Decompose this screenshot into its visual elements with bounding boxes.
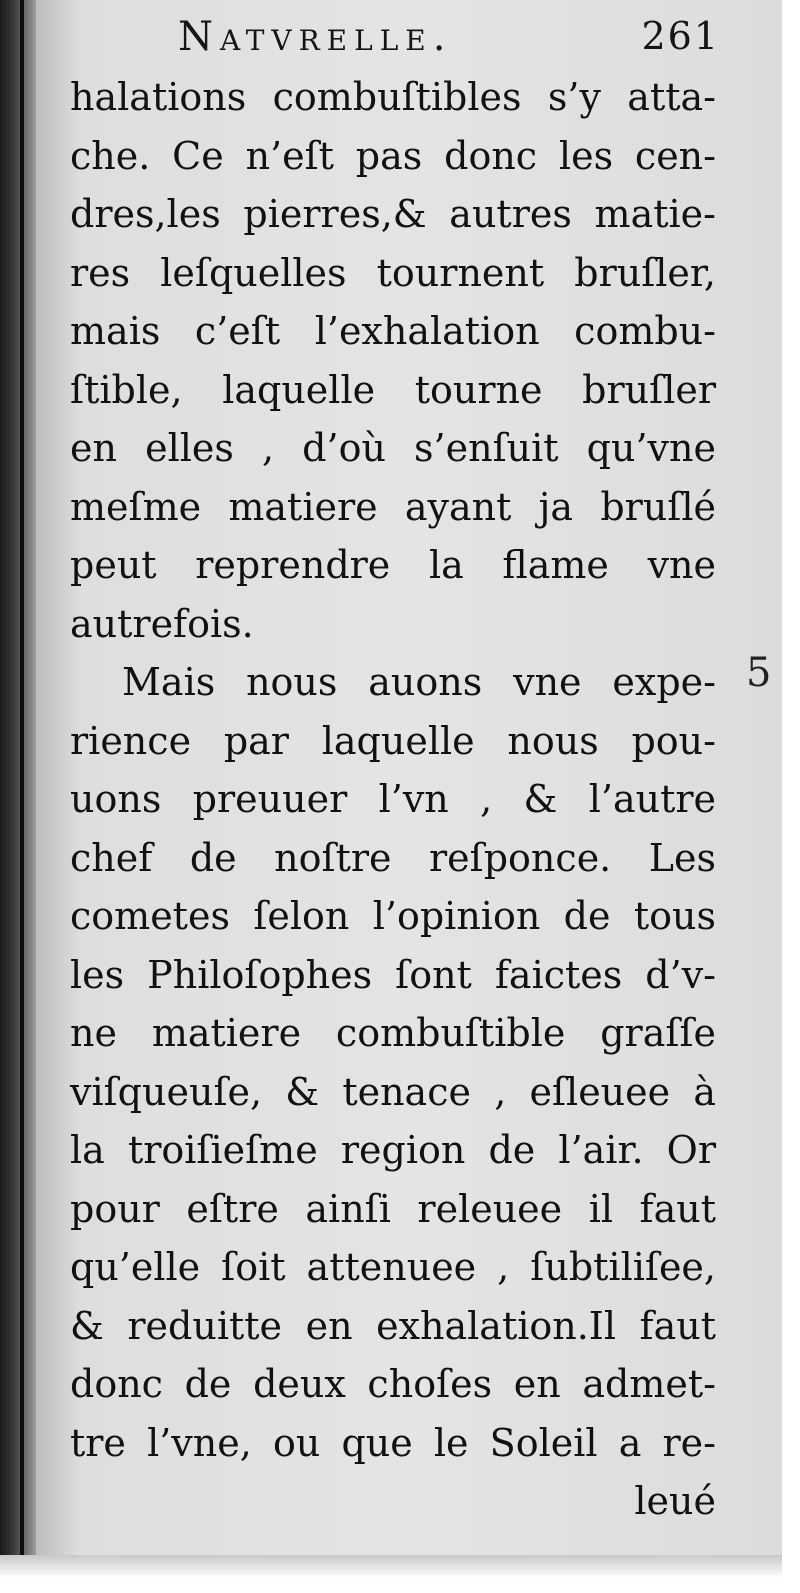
text-line: meſme matiere ayant ja bruſlé xyxy=(70,484,716,529)
text-line: tre l’vne, ou que le Soleil a re- xyxy=(70,1420,716,1465)
text-line: peut reprendre la flame vne xyxy=(70,543,716,587)
page-header xyxy=(70,14,720,66)
body-text xyxy=(70,68,716,1531)
text-line: dres,les pierres,& autres matie- xyxy=(70,192,716,236)
text-line: ſtible, laquelle tourne bruſler xyxy=(70,367,716,412)
text-line: en elles , d’où s’enſuit qu’vne xyxy=(70,426,716,470)
catchword: leué xyxy=(634,1479,716,1523)
binding-edge xyxy=(20,0,24,1593)
text-line: che. Ce n’eſt pas donc les cen- xyxy=(70,133,716,178)
page-right-margin xyxy=(782,0,800,1593)
text-line: chef de noſtre reſponce. Les xyxy=(70,835,716,880)
text-line: Mais nous auons vne expe- xyxy=(122,660,716,704)
margin-note: 5 xyxy=(746,650,772,696)
running-title: Natvrelle. xyxy=(178,14,453,60)
text-line: ne matiere combuſtible graſſe xyxy=(70,1011,716,1055)
text-line: mais c’eſt l’exhalation combu- xyxy=(70,309,716,353)
text-line: uons preuuer l’vn , & l’autre xyxy=(70,777,716,821)
text-line: pour eſtre ainſi releuee il faut xyxy=(70,1186,716,1231)
text-line: halations combuſtibles s’y atta- xyxy=(70,75,716,119)
text-line: qu’elle ſoit attenuee , ſubtiliſee, xyxy=(70,1245,716,1289)
page-number: 261 xyxy=(641,14,720,58)
text-line: res leſquelles tournent bruſler, xyxy=(70,250,716,295)
text-line: rience par laquelle nous pou- xyxy=(70,718,716,763)
text-line: autrefois. xyxy=(70,601,254,646)
text-line: les Philoſophes ſont faictes d’v- xyxy=(70,952,716,997)
text-line: & reduitte en exhalation.Il faut xyxy=(70,1303,716,1348)
text-line: la troiſieſme region de l’air. Or xyxy=(70,1128,716,1172)
text-line: cometes ſelon l’opinion de tous xyxy=(70,894,716,938)
text-line: viſqueuſe, & tenace , eſleuee à xyxy=(70,1069,716,1114)
text-line: donc de deux choſes en admet- xyxy=(70,1362,716,1406)
page-bottom-edge xyxy=(0,1555,800,1593)
